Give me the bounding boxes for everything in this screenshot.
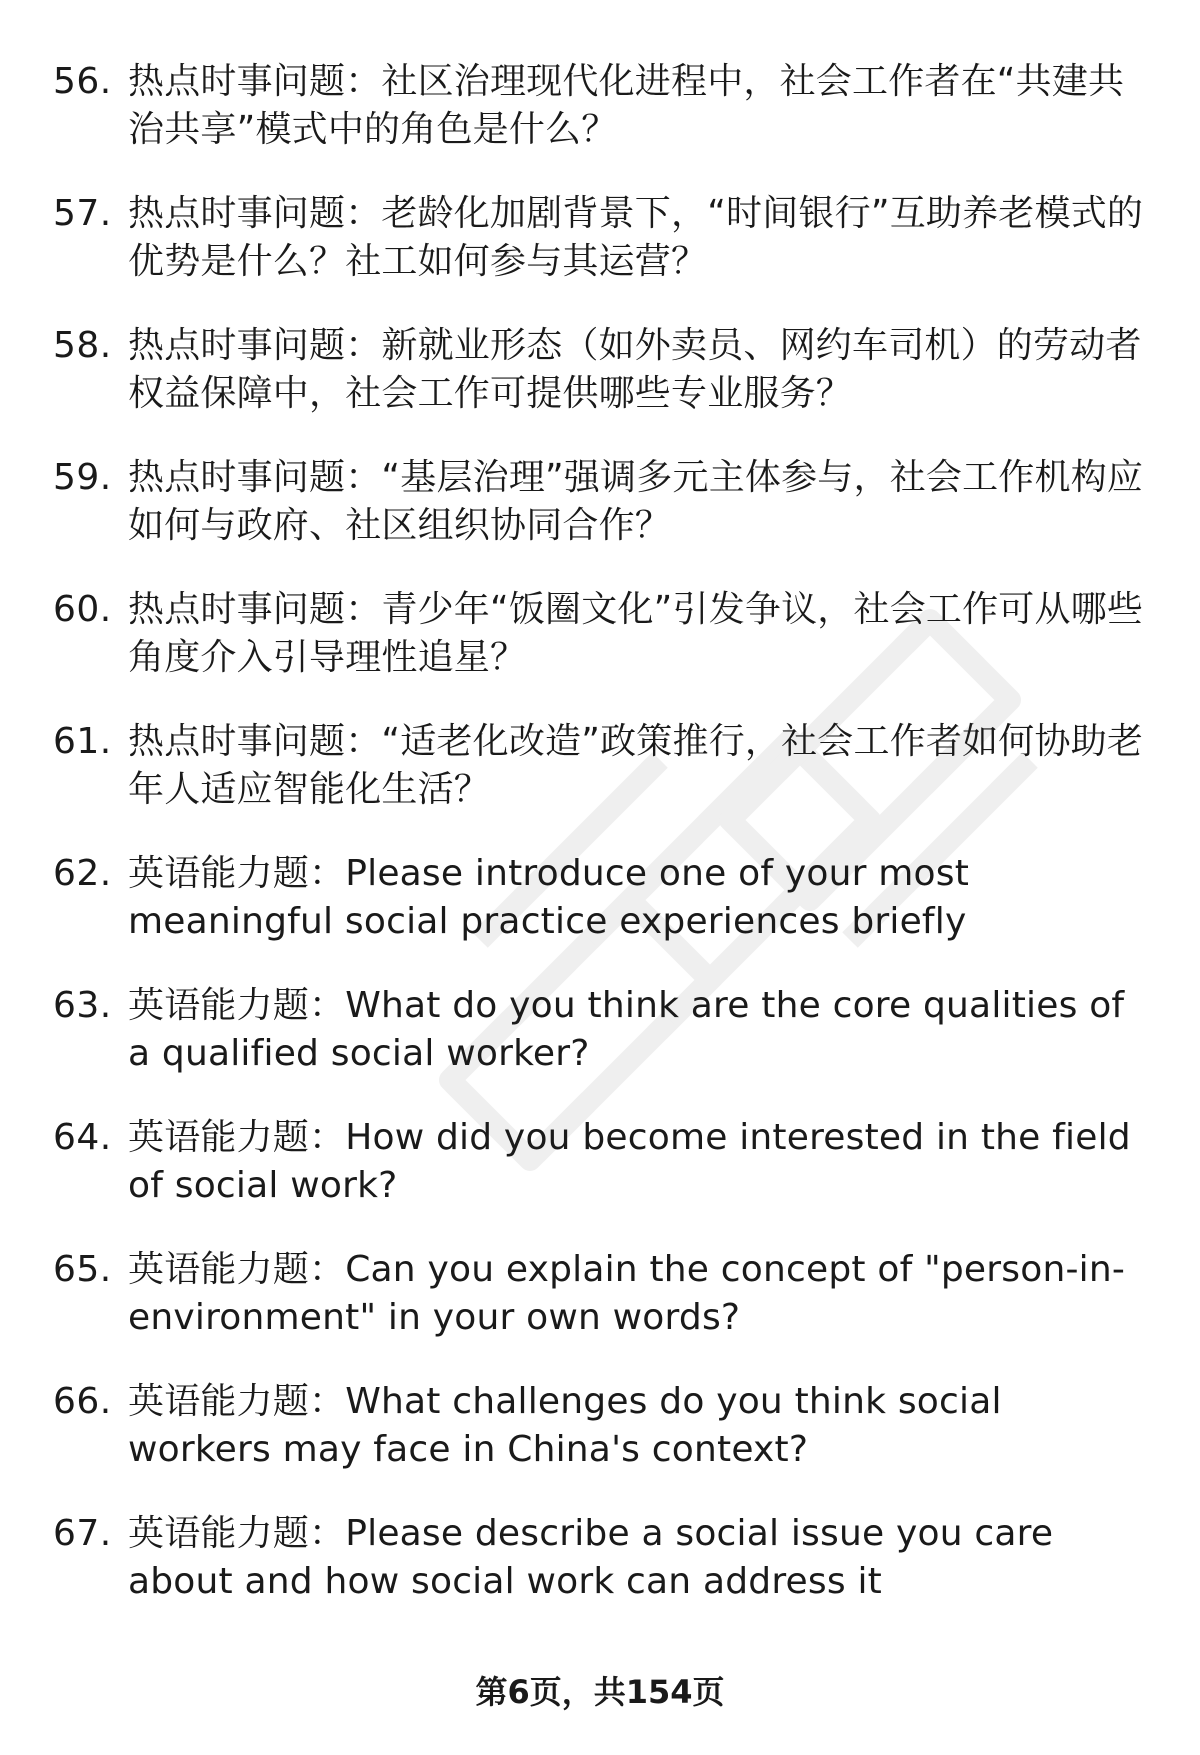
- question-body: [128, 982, 1148, 1078]
- question-number: 62.: [53, 853, 112, 894]
- question-list: [0, 58, 1200, 1642]
- question-item: [0, 58, 1200, 190]
- question-text: What do you think are the core qualities of a qualified social worker?: [128, 985, 1125, 1074]
- question-text: Can you explain the concept of "person-in-environment" in your own words?: [128, 1249, 1126, 1338]
- question-category: 英语能力题：: [128, 1249, 346, 1290]
- question-category: 英语能力题：: [128, 1513, 346, 1554]
- question-text: 新就业形态（如外卖员、网约车司机）的劳动者权益保障中，社会工作可提供哪些专业服务？: [128, 325, 1142, 414]
- question-category: 英语能力题：: [128, 1381, 346, 1422]
- question-number: 65.: [53, 1249, 112, 1290]
- question-number: 64.: [53, 1117, 112, 1158]
- question-body: [128, 1246, 1148, 1342]
- question-body: [128, 1114, 1148, 1210]
- question-item: [0, 1510, 1200, 1642]
- question-category: 热点时事问题：: [128, 457, 382, 498]
- question-number: 56.: [53, 61, 112, 102]
- question-category: 热点时事问题：: [128, 193, 382, 234]
- question-body: [128, 58, 1148, 154]
- question-text: Please introduce one of your most meaningful social practice experiences briefly: [128, 853, 970, 942]
- question-text: Please describe a social issue you care about and how social work can address it: [128, 1513, 1054, 1602]
- question-number: 66.: [53, 1381, 112, 1422]
- question-category: 英语能力题：: [128, 985, 346, 1026]
- question-text: 老龄化加剧背景下，“时间银行”互助养老模式的优势是什么？社工如何参与其运营？: [128, 193, 1144, 282]
- question-category: 热点时事问题：: [128, 721, 382, 762]
- question-item: [0, 1378, 1200, 1510]
- question-text: 青少年“饭圈文化”引发争议，社会工作可从哪些角度介入引导理性追星？: [128, 589, 1144, 678]
- question-text: “基层治理”强调多元主体参与，社会工作机构应如何与政府、社区组织协同合作？: [128, 457, 1144, 546]
- page-indicator: 第6页，共154页: [475, 1673, 725, 1711]
- question-body: [128, 1510, 1148, 1606]
- question-item: [0, 190, 1200, 322]
- question-number: 61.: [53, 721, 112, 762]
- question-text: “适老化改造”政策推行，社会工作者如何协助老年人适应智能化生活？: [128, 721, 1144, 810]
- question-item: [0, 322, 1200, 454]
- question-category: 英语能力题：: [128, 853, 346, 894]
- question-body: [128, 1378, 1148, 1474]
- question-number: 67.: [53, 1513, 112, 1554]
- question-body: [128, 190, 1148, 286]
- question-item: [0, 982, 1200, 1114]
- question-category: 热点时事问题：: [128, 325, 382, 366]
- question-body: [128, 322, 1148, 418]
- question-category: 热点时事问题：: [128, 589, 382, 630]
- question-body: [128, 718, 1148, 814]
- question-category: 热点时事问题：: [128, 61, 382, 102]
- question-item: [0, 454, 1200, 586]
- question-item: [0, 1114, 1200, 1246]
- question-item: [0, 850, 1200, 982]
- question-number: 63.: [53, 985, 112, 1026]
- question-body: [128, 454, 1148, 550]
- question-category: 英语能力题：: [128, 1117, 346, 1158]
- question-item: [0, 1246, 1200, 1378]
- question-number: 59.: [53, 457, 112, 498]
- question-number: 57.: [53, 193, 112, 234]
- question-number: 60.: [53, 589, 112, 630]
- question-body: [128, 850, 1148, 946]
- question-item: [0, 586, 1200, 718]
- question-number: 58.: [53, 325, 112, 366]
- question-body: [128, 586, 1148, 682]
- question-text: How did you become interested in the field of social work?: [128, 1117, 1131, 1206]
- question-text: 社区治理现代化进程中，社会工作者在“共建共治共享”模式中的角色是什么？: [128, 61, 1125, 150]
- question-item: [0, 718, 1200, 850]
- question-text: What challenges do you think social workers may face in China's context?: [128, 1381, 1002, 1470]
